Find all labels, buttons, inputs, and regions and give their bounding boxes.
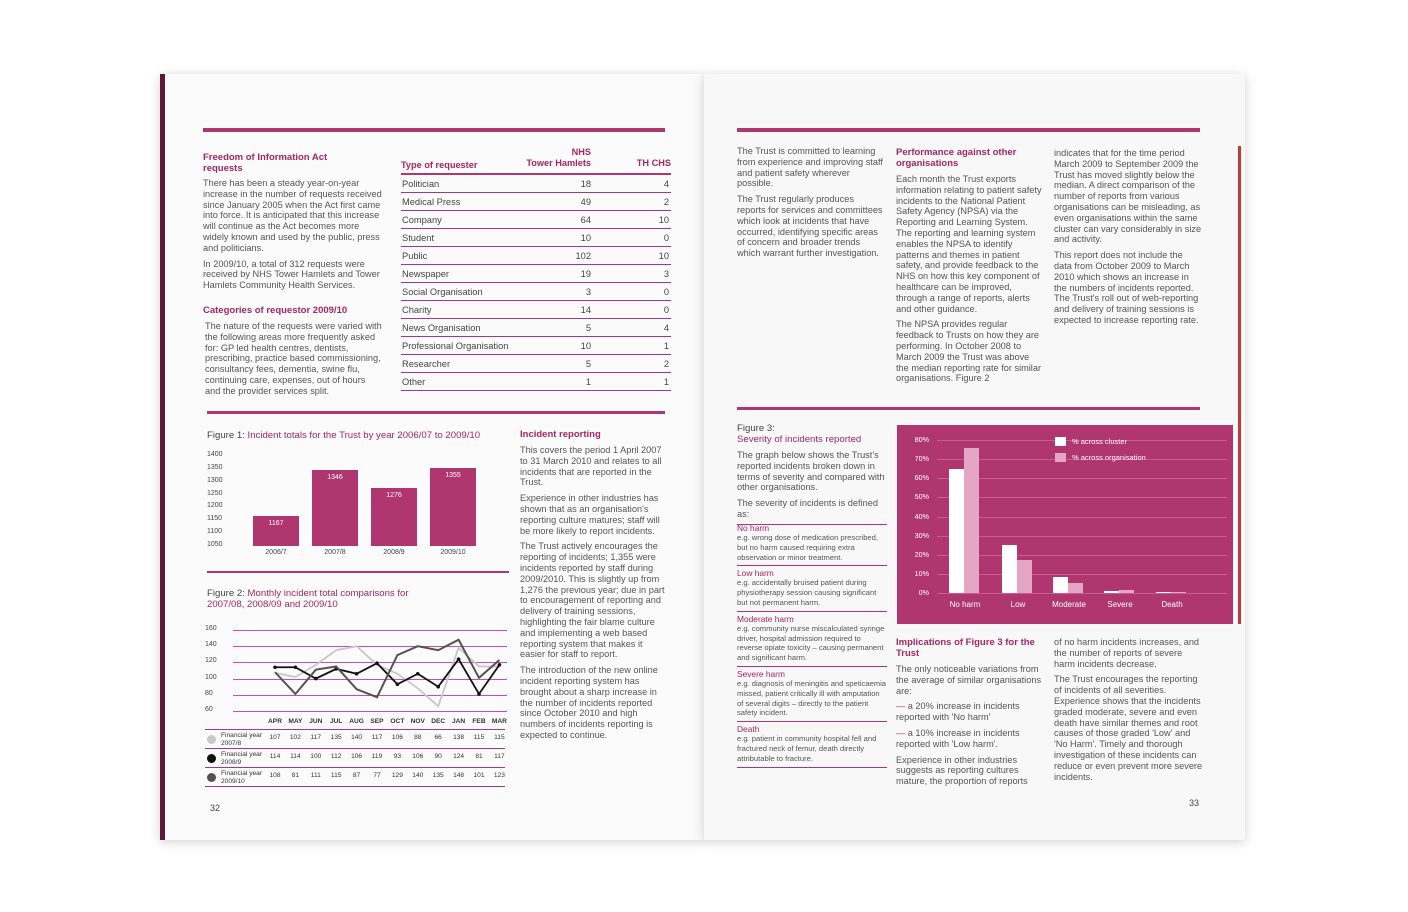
- table-row-chs-value: 3: [663, 269, 669, 279]
- severity-name: Severe harm: [737, 668, 785, 679]
- data-table-value: 102: [289, 734, 301, 741]
- data-table-value: 87: [352, 772, 361, 779]
- table-row-nhs-value: 5: [585, 323, 591, 333]
- table-header-nhs: NHS: [571, 147, 591, 157]
- implications-title: Implications of Figure 3 for the Trust: [896, 637, 1035, 659]
- y-tick-label: 1150: [207, 515, 223, 523]
- table-row-label: Charity: [402, 305, 432, 315]
- month-label: MAR: [491, 718, 507, 725]
- series-name: Financial year 2008/9: [221, 751, 263, 766]
- month-label: JUN: [309, 718, 323, 725]
- table-row-label: Researcher: [402, 359, 451, 369]
- chart-bar: [1119, 590, 1134, 593]
- table-row-chs-value: 2: [663, 197, 669, 207]
- incident-reporting-text: [520, 445, 670, 746]
- table-row-label: Politician: [402, 179, 440, 189]
- table-row: [401, 319, 671, 337]
- table-row-nhs-value: 49: [580, 197, 591, 207]
- table-row: [401, 229, 671, 247]
- chart-bar: [1053, 577, 1068, 593]
- data-table-value: 93: [393, 753, 402, 760]
- y-tick-label: 70%: [914, 454, 929, 464]
- y-tick-label: 60: [205, 706, 213, 713]
- table-row-nhs-value: 10: [580, 341, 591, 351]
- column-3-text: [1054, 148, 1202, 331]
- data-table-value: 115: [330, 772, 342, 779]
- intro-paragraph-2: The Trust regularly produces reports for services and committees which look at incidents that have occurred, identifying specific areas of concern and broader trends which warrant further investigation.: [737, 194, 883, 259]
- data-table-row: [205, 750, 505, 768]
- table-row-nhs-value: 64: [580, 215, 591, 225]
- legend-swatch: [1055, 437, 1066, 446]
- table-row-nhs-value: 102: [575, 251, 591, 261]
- data-table-value: 114: [290, 753, 301, 760]
- data-point: [436, 685, 440, 689]
- figure-1-title: Incident totals for the Trust by year 2006/07 to 2009/10: [247, 430, 481, 441]
- mid-rule: [207, 411, 665, 414]
- data-table-value: 148: [453, 772, 465, 779]
- data-table-value: 106: [391, 734, 403, 741]
- ir-paragraph-3: The Trust actively encourages the reporting of incidents; 1,355 were incidents reported by staff during 2009/2010. This is slightly up from 1,276 the previous year; due in part to encouragement of reporting and delivery of training sessions, highlighting the fair blame culture and implementing a web based reporting system that makes it easier for staff to report.: [520, 541, 665, 660]
- table-row-label: Professional Organisation: [402, 341, 509, 351]
- y-tick-label: 140: [205, 641, 217, 649]
- implications-text: [896, 664, 1046, 792]
- y-tick-label: 100: [205, 673, 217, 681]
- series-name: Financial year 2007/8: [221, 732, 263, 747]
- severity-item: [737, 568, 887, 611]
- performance-paragraph-2: The NPSA provides regular feedback to Trusts on how they are performing. In October 2008 to March 2009 the Trust was above the median reporting rate for similar organisations. Figure 2: [896, 319, 1042, 384]
- chart-bar: [949, 469, 964, 593]
- y-tick-label: 0%: [918, 588, 929, 597]
- chart-bar: [1171, 592, 1186, 593]
- severity-description: e.g. patient in community hospital fell and fractured neck of femur, death directly attributable to fracture.: [737, 734, 877, 763]
- foi-paragraph-1: There has been a steady year-on-year increase in the number of requests received since January 2005 when the Act first came into force. It is anticipated that this increase will continue as the Act becomes more widely known and used by the public, press and politicians.: [203, 178, 382, 253]
- table-row-label: Other: [402, 377, 426, 387]
- implications-bullet-2: — a 10% increase in incidents reported with 'Low harm'.: [896, 727, 1020, 749]
- table-row-nhs-value: 14: [580, 305, 591, 315]
- y-tick-label: 1100: [207, 528, 223, 536]
- table-row-chs-value: 1: [663, 377, 669, 387]
- figure-3-text: [737, 450, 887, 530]
- table-row-nhs-value: 3: [585, 287, 591, 297]
- top-rule: [203, 128, 665, 132]
- table-row-chs-value: 10: [658, 251, 669, 261]
- categories-text: The nature of the requests were varied with the following areas more frequently asked for: GP led health centres, dentists, prescribing, practice based commissioning, consultancy fees, dementia, swine flu, continuing care, expenses, out of hours and the provider services split.: [205, 321, 382, 396]
- severity-description: e.g. wrong dose of medication prescribed, but no harm caused requiring extra observation or minor treatment.: [737, 533, 878, 562]
- data-point: [457, 657, 461, 661]
- y-tick-label: 1350: [207, 463, 223, 471]
- table-row-label: Student: [402, 233, 435, 243]
- table-row-nhs-value: 1: [585, 377, 591, 387]
- y-tick-label: 40%: [914, 511, 929, 521]
- y-tick-label: 1300: [207, 476, 223, 484]
- x-tick-label: 2009/10: [440, 549, 466, 556]
- chart-bar: [371, 488, 417, 546]
- grid-line: [937, 517, 1227, 518]
- table-row-chs-value: 10: [658, 215, 669, 225]
- grid-line: [937, 593, 1227, 594]
- table-row: [401, 265, 671, 283]
- grid-line: [937, 497, 1227, 498]
- severity-name: Moderate harm: [737, 613, 794, 624]
- figure-2-caption: [207, 588, 427, 610]
- table-row: [401, 193, 671, 211]
- figure-3-paragraph-2: The severity of incidents is defined as:: [737, 498, 887, 525]
- chart-bar: [964, 448, 979, 593]
- month-label: DEC: [431, 718, 446, 725]
- data-table-value: 115: [494, 734, 505, 741]
- chart-bar: [1104, 591, 1119, 593]
- figure-3-chart: [897, 425, 1233, 624]
- table-header-thchs: TH CHS: [636, 158, 671, 168]
- line-plot: [205, 624, 515, 719]
- implications-bullet-1: — a 20% increase in incidents reported with 'No harm': [896, 701, 1020, 723]
- legend-label: % across cluster: [1072, 437, 1128, 446]
- month-label: MAY: [288, 718, 303, 725]
- data-table-value: 66: [434, 734, 442, 741]
- chart-bar: [1156, 592, 1171, 593]
- table-row-label: Company: [402, 215, 442, 225]
- data-table-value: 88: [414, 734, 422, 741]
- data-table-value: 108: [269, 772, 281, 779]
- severity-description: e.g. community nurse miscalculated syringe driver, hospital admission required to reverse opiate toxicity – causing permanent and significant harm.: [737, 623, 885, 663]
- table-row-nhs-value: 5: [585, 359, 591, 369]
- y-tick-label: 1400: [207, 451, 223, 458]
- figure-1-chart: [205, 448, 515, 568]
- x-tick-label: 2006/7: [265, 549, 287, 556]
- y-tick-label: 120: [205, 657, 217, 665]
- table-row: [401, 283, 671, 301]
- data-table-value: 81: [291, 772, 300, 779]
- data-point: [498, 663, 502, 667]
- data-point: [416, 672, 420, 676]
- ir-paragraph-1: This covers the period 1 April 2007 to 31 March 2010 and relates to all incidents that are reported in the Trust.: [520, 445, 662, 488]
- figure-2-chart: [205, 624, 515, 794]
- severity-definitions: [737, 521, 887, 770]
- severity-description: e.g. accidentally bruised patient during physiotherapy session causing significant but not permanent harm.: [737, 578, 877, 607]
- severity-item: [737, 614, 887, 667]
- table-row-nhs-value: 18: [580, 179, 591, 189]
- table-row: [401, 301, 671, 319]
- implications-bullet-2-text: a 10% increase in incidents reported with 'Low harm'.: [896, 727, 1020, 749]
- data-table-value: 123: [493, 772, 505, 779]
- intro-text: [737, 146, 885, 264]
- y-tick-label: 1250: [207, 489, 223, 497]
- implications-column-2: [1054, 637, 1204, 787]
- grid-line: [937, 478, 1227, 479]
- categories-title: Categories of requestor 2009/10: [203, 305, 348, 316]
- data-table-value: 111: [310, 772, 321, 779]
- table-row-chs-value: 0: [663, 305, 669, 315]
- month-label: JUL: [329, 718, 343, 725]
- legend-dot: [207, 735, 216, 744]
- y-tick-label: 10%: [914, 568, 929, 578]
- bar-value-label: 1167: [268, 519, 284, 527]
- data-table-value: 106: [351, 753, 363, 760]
- severity-description: e.g. diagnosis of meningitis and speticaemia missed, patient critically ill with amputation of several digits – directly to the patient safety incident.: [737, 678, 887, 718]
- data-table-value: 135: [432, 772, 444, 779]
- data-table-value: 90: [434, 753, 442, 760]
- performance-title: Performance against other organisations: [896, 147, 1017, 169]
- ir-paragraph-2: Experience in other industries has shown that as an organisation's reporting culture matures; staff will be more likely to report incidents.: [520, 493, 660, 536]
- left-page: [160, 74, 704, 840]
- implications-col2-paragraph-1: of no harm incidents increases, and the number of reports of severe harm incidents decrease.: [1054, 637, 1200, 669]
- severity-item: [737, 669, 887, 722]
- severity-item: [737, 724, 887, 767]
- table-row-label: Social Organisation: [402, 287, 483, 297]
- y-tick-label: 1200: [207, 502, 223, 510]
- bar-value-label: 1276: [386, 491, 402, 499]
- y-tick-label: 50%: [914, 492, 929, 502]
- x-tick-label: 2007/8: [324, 549, 346, 556]
- table-row-chs-value: 4: [663, 179, 669, 189]
- legend-dot: [207, 754, 216, 763]
- data-table-value: 114: [269, 753, 281, 760]
- implications-paragraph-2: Experience in other industries suggests as reporting cultures mature, the proportion of reports: [896, 754, 1028, 787]
- data-point: [294, 665, 298, 669]
- intro-paragraph-1: The Trust is committed to learning from experience and improving staff and patient safety wherever possible.: [737, 146, 883, 189]
- chart-bar: [430, 468, 476, 546]
- severity-item: [737, 523, 887, 566]
- data-point: [477, 692, 481, 696]
- table-row-nhs-value: 19: [580, 269, 591, 279]
- column-3-paragraph-2: This report does not include the data from October 2009 to March 2010 which shows an increase in the numbers of incidents reported. The Trust's roll out of web-reporting and delivery of training sessions is expected to increase reporting rate.: [1054, 250, 1199, 325]
- y-tick-label: 1050: [207, 541, 223, 548]
- x-tick-label: Death: [1161, 600, 1183, 609]
- month-label: AUG: [349, 718, 364, 725]
- table-row-label: Public: [402, 251, 428, 261]
- table-row-label: News Organisation: [402, 323, 481, 333]
- y-tick-label: 80: [205, 689, 213, 697]
- chart-bar: [1002, 545, 1017, 593]
- figure-1-rule: [207, 571, 509, 573]
- month-label: FEB: [472, 718, 486, 725]
- y-tick-label: 160: [205, 625, 217, 632]
- table-header-type: Type of requester: [401, 160, 478, 170]
- x-tick-label: Low: [1010, 600, 1026, 609]
- table-row: [401, 337, 671, 355]
- legend-dot: [207, 773, 216, 782]
- data-table-value: 101: [473, 772, 485, 779]
- data-table-row: [205, 731, 505, 749]
- data-table-value: 140: [351, 734, 363, 741]
- top-rule-right: [737, 128, 1200, 132]
- table-row-chs-value: 2: [663, 359, 669, 369]
- column-3-paragraph-1: indicates that for the time period March 2009 to September 2009 the Trust has moved slightly below the median. A direct comparison of the number of reports from various organisations can be misleading, as even organisations within the same cluster can vary considerably in size and activity.: [1054, 148, 1202, 245]
- data-table-value: 106: [412, 753, 424, 760]
- table-top-rule: [205, 729, 505, 730]
- y-tick-label: 30%: [914, 530, 929, 540]
- severity-name: No harm: [737, 523, 770, 533]
- bar-value-label: 1346: [327, 473, 343, 481]
- data-table-value: 117: [494, 753, 505, 760]
- figure-3-label: Figure 3:: [737, 423, 775, 434]
- table-header-nhs-th: Tower Hamlets: [526, 158, 591, 168]
- page-number-left: 32: [210, 803, 221, 813]
- data-table-value: 107: [269, 734, 281, 741]
- month-label: OCT: [390, 718, 405, 725]
- implications-bullet-1-text: a 20% increase in incidents reported with 'No harm': [896, 701, 1020, 723]
- figure-3-paragraph-1: The graph below shows the Trust's reported incidents broken down in terms of severity and compared with other organisations.: [737, 450, 885, 493]
- performance-text: [896, 174, 1042, 389]
- month-label: APR: [268, 718, 282, 725]
- data-table-value: 112: [330, 753, 342, 760]
- table-row: [401, 355, 671, 373]
- y-tick-label: 80%: [914, 435, 929, 444]
- data-table-value: 115: [473, 734, 485, 741]
- figure-3-caption: [737, 423, 887, 445]
- figure-3-title: Severity of incidents reported: [737, 434, 862, 445]
- data-table-value: 119: [371, 753, 383, 760]
- figure-1-caption: [207, 430, 507, 441]
- table-row: [401, 373, 671, 391]
- grid-line: [937, 574, 1227, 575]
- severity-name: Death: [737, 724, 760, 735]
- chart-bar: [1068, 583, 1083, 593]
- month-label: NOV: [410, 718, 425, 725]
- y-tick-label: 20%: [914, 549, 929, 559]
- chart-bar: [1017, 560, 1032, 593]
- data-table-value: 124: [453, 753, 465, 760]
- table-row-label: Newspaper: [402, 269, 450, 279]
- data-point: [396, 682, 400, 686]
- chart-bar: [312, 470, 358, 546]
- figure-1-label: Figure 1:: [207, 430, 245, 441]
- table-row-chs-value: 0: [663, 233, 669, 243]
- incident-reporting-title: Incident reporting: [520, 429, 601, 440]
- implications-col2-paragraph-2: The Trust encourages the reporting of incidents of all severities. Experience shows that the incidents graded moderate, severe and even death have similar themes and root causes of those graded 'Low' and 'No Harm'. Timely and thorough investigation of these incidents can reduce or even prevent more severe incidents.: [1054, 674, 1203, 782]
- ir-paragraph-4: The introduction of the new online incident reporting system has brought about a sharp increase in the number of incidents reported since October 2010 and high numbers of incidents reporting is expected to continue.: [520, 665, 658, 740]
- bar-value-label: 1355: [445, 471, 461, 479]
- performance-paragraph-1: Each month the Trust exports information relating to patient safety incidents to the National Patient Safety Agency (NPSA) via the Reporting and Learning System. The reporting and learning system enables the NPSA to identify patterns and themes in patient safety, and provide feedback to the NHS on how this key component of healthcare can be improved, through a range of reports, alerts and other guidance.: [896, 174, 1042, 314]
- data-point: [314, 677, 318, 681]
- data-table-value: 81: [475, 753, 483, 760]
- table-row-chs-value: 0: [663, 287, 669, 297]
- table-row-label: Medical Press: [402, 197, 461, 207]
- x-tick-label: No harm: [949, 600, 981, 609]
- data-table-value: 117: [371, 734, 383, 741]
- foi-title: Freedom of Information Act requests: [203, 152, 328, 174]
- data-table-value: 140: [412, 772, 424, 779]
- data-point: [273, 665, 277, 669]
- data-table-value: 117: [310, 734, 322, 741]
- mid-rule-right: [737, 407, 1200, 410]
- y-tick-label: 60%: [914, 473, 929, 483]
- month-label: SEP: [370, 718, 384, 725]
- table-row: [401, 211, 671, 229]
- data-point: [355, 672, 359, 676]
- foi-text: [203, 178, 383, 296]
- legend-label: % across organisation: [1072, 453, 1146, 462]
- data-table-value: 100: [310, 753, 322, 760]
- implications-paragraph-1: The only noticeable variations from the average of similar organisations are:: [896, 664, 1042, 696]
- data-table-value: 138: [453, 734, 465, 741]
- data-table-row: [205, 769, 505, 787]
- grid-line: [937, 555, 1227, 556]
- table-row-nhs-value: 10: [580, 233, 591, 243]
- series-name: Financial year 2009/10: [221, 770, 263, 785]
- foi-paragraph-2: In 2009/10, a total of 312 requests were received by NHS Tower Hamlets and Tower Hamlets Community Health Services.: [203, 258, 380, 291]
- data-point: [375, 661, 379, 665]
- table-row-chs-value: 4: [663, 323, 669, 333]
- grid-line: [937, 536, 1227, 537]
- figure-2-label: Figure 2:: [207, 588, 245, 599]
- figure-2-title: Monthly incident total comparisons for 2007/08, 2008/09 and 2009/10: [207, 588, 409, 610]
- legend-swatch: [1055, 453, 1066, 462]
- table-row-chs-value: 1: [663, 341, 669, 351]
- page-number-right: 33: [1189, 798, 1200, 808]
- table-row: [401, 175, 671, 193]
- chart-bar: [253, 516, 299, 546]
- data-table-value: 129: [391, 772, 403, 779]
- x-tick-label: Moderate: [1052, 600, 1086, 609]
- severity-name: Low harm: [737, 568, 774, 579]
- table-row: [401, 247, 671, 265]
- x-tick-label: Severe: [1107, 600, 1133, 609]
- right-page: [704, 74, 1245, 840]
- data-table-value: 135: [330, 734, 342, 741]
- x-tick-label: 2008/9: [383, 549, 405, 556]
- data-table-value: 77: [373, 772, 381, 779]
- month-label: JAN: [451, 718, 466, 725]
